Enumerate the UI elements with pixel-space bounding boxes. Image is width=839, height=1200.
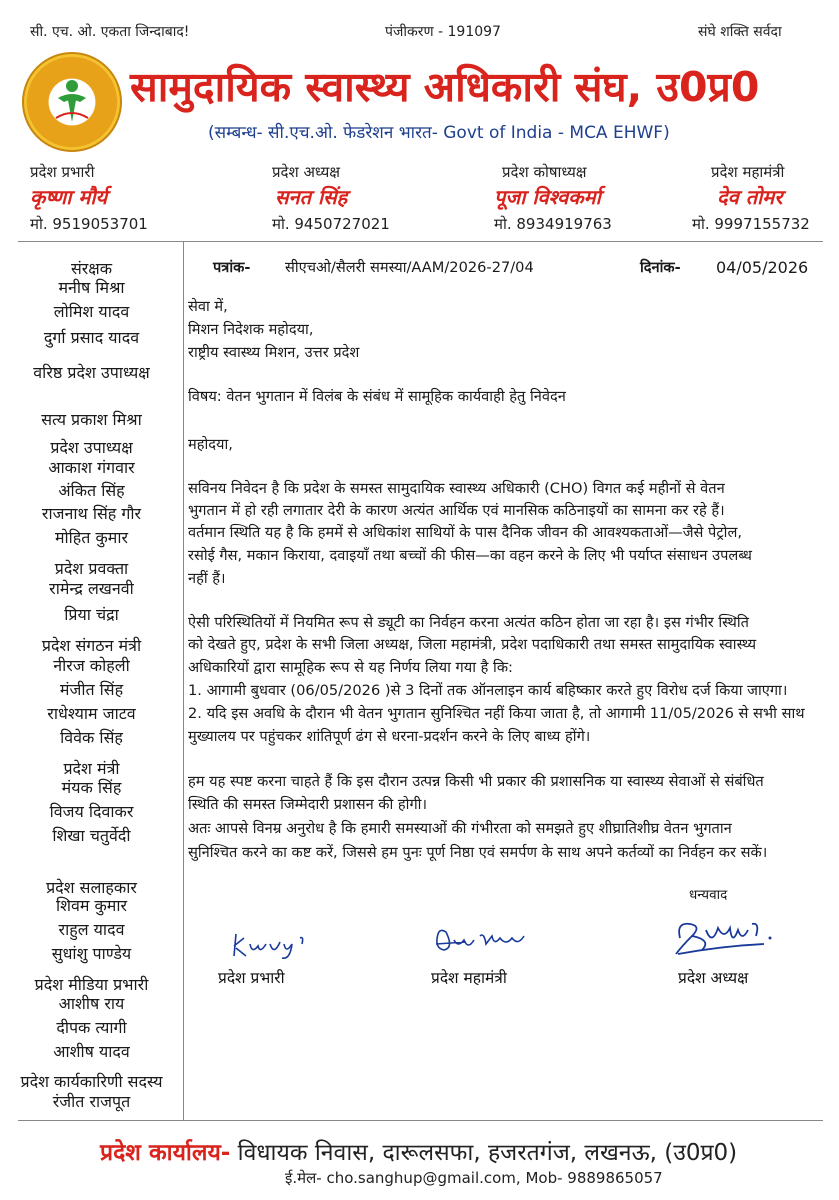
sidebar-name: दीपक त्यागी (56, 1018, 127, 1037)
body-line: अतः आपसे विनम्र अनुरोध है कि हमारी समस्याओं की गंभीरता को समझते हुए शीघ्रातिशीघ्र वेतन भुगतान (188, 820, 732, 837)
sidebar-name: मनीष मिश्रा (58, 278, 125, 297)
sidebar-role: प्रदेश मीडिया प्रभारी (34, 975, 149, 994)
sidebar-name: प्रिया चंद्रा (64, 605, 119, 624)
sidebar-role: संरक्षक (70, 259, 113, 278)
sidebar-name: मंजीत सिंह (59, 680, 124, 699)
sidebar-name: नीरज कोहली (53, 656, 130, 675)
slogan-left: सी. एच. ओ. एकता जिन्दाबाद! (30, 24, 190, 40)
footer-divider (18, 1120, 823, 1121)
body-line: हम यह स्पष्ट करना चाहते हैं कि इस दौरान उत्पन्न किसी भी प्रकार की प्रशासनिक या स्वास्थ्य सेवाओं से संबंधित (188, 773, 764, 790)
subject-line: विषय: वेतन भुगतान में विलंब के संबंध में सामूहिक कार्यवाही हेतु निवेदन (188, 388, 566, 405)
sidebar-name: शिखा चतुर्वेदी (52, 826, 131, 845)
officer-role: प्रदेश महामंत्री (711, 163, 785, 181)
signature-mahamantri (432, 926, 532, 960)
officer-name: सनत सिंह (275, 185, 348, 209)
officer-role: प्रदेश प्रभारी (30, 163, 95, 181)
signatory-label: प्रदेश प्रभारी (218, 969, 285, 987)
body-line: को देखते हुए, प्रदेश के सभी जिला अध्यक्ष, जिला महामंत्री, प्रदेश पदाधिकारी तथा समस्त सामुदायिक स्वास्थ्य (188, 636, 757, 653)
ref-label: पत्रांक- (213, 259, 251, 276)
sidebar-role: प्रदेश उपाध्यक्ष (50, 438, 133, 457)
sidebar-name: विजय दिवाकर (49, 802, 134, 821)
body-line: सुनिश्चित करने का कष्ट करें, जिससे हम पुनः पूर्ण निष्ठा एवं समर्पण के साथ अपने कर्तव्यों का निर्वहन कर सकें। (188, 844, 768, 861)
body-line: 2. यदि इस अवधि के दौरान भी वेतन भुगतान सुनिश्चित नहीं किया जाता है, तो आगामी 11/05/2026 से सभी साथ (188, 705, 805, 722)
addressee-line: सेवा में, (188, 298, 228, 315)
sidebar-name: रंजीत राजपूत (52, 1092, 131, 1111)
salutation: महोदया, (188, 436, 233, 453)
addressee-line: राष्ट्रीय स्वास्थ्य मिशन, उत्तर प्रदेश (188, 344, 360, 361)
officer-phone: मो. 9519053701 (30, 215, 148, 233)
body-line: रसोई गैस, मकान किराया, दवाइयाँ तथा बच्चों की फीस—का वहन करने के लिए भी पर्याप्त संसाधन उपलब्ध (188, 547, 752, 564)
officer-phone: मो. 9997155732 (692, 215, 810, 233)
addressee-line: मिशन निदेशक महोदया, (188, 321, 314, 338)
org-name: सामुदायिक स्वास्थ्य अधिकारी संघ, उ0प्र0 (130, 63, 760, 111)
sidebar-role: प्रदेश संगठन मंत्री (41, 636, 142, 655)
office-address (100, 1135, 737, 1167)
registration-number: पंजीकरण - 191097 (385, 24, 501, 40)
signature-prabhari (230, 930, 320, 962)
body-line: वर्तमान स्थिति यह है कि हममें से अधिकांश साथियों के पास दैनिक जीवन की आवश्यकताओं—जैसे पेट्रोल, (188, 524, 742, 541)
sidebar-name: राहुल यादव (58, 920, 125, 939)
body-line: सविनय निवेदन है कि प्रदेश के समस्त सामुदायिक स्वास्थ्य अधिकारी (CHO) विगत कई महीनों से वेतन (188, 480, 725, 497)
sidebar-name: शिवम कुमार (55, 896, 128, 915)
contact-line: ई.मेल- cho.sanghup@gmail.com, Mob- 9889865057 (285, 1169, 663, 1187)
figure-icon (52, 78, 92, 124)
sidebar-name: मोहित कुमार (54, 528, 129, 547)
body-line: अधिकारियों द्वारा सामूहिक रूप से यह निर्णय लिया गया है कि: (188, 659, 513, 676)
signatory-label: प्रदेश महामंत्री (431, 969, 507, 987)
sidebar-role: प्रदेश प्रवक्ता (54, 559, 129, 578)
sidebar-name: राजनाथ सिंह गौर (41, 504, 142, 523)
sidebar-name: रामेन्द्र लखनवी (49, 579, 134, 598)
sidebar-name: मंयक सिंह (61, 778, 122, 797)
slogan-right: संघे शक्ति सर्वदा (698, 24, 782, 40)
sidebar-name: आशीष यादव (53, 1042, 130, 1061)
thanks: धन्यवाद (689, 887, 728, 903)
sidebar-role: प्रदेश मंत्री (63, 759, 120, 778)
sidebar-divider (183, 241, 184, 1120)
officer-phone: मो. 9450727021 (272, 215, 390, 233)
officer-role: प्रदेश कोषाध्यक्ष (502, 163, 587, 181)
signature-adhyaksh (672, 916, 782, 962)
header-divider (18, 241, 823, 242)
sidebar-name: आशीष राय (58, 994, 125, 1013)
body-line: भुगतान में हो रही लगातार देरी के कारण अत्यंत आर्थिक एवं मानसिक कठिनाइयों का सामना कर रहे हैं। (188, 502, 725, 519)
officer-name: कृष्णा मौर्य (30, 185, 108, 209)
body-line: ऐसी परिस्थितियों में नियमित रूप से ड्यूटी का निर्वहन करना अत्यंत कठिन होता जा रहा है। इस गंभीर स्थिति (188, 614, 749, 631)
ref-value: सीएचओ/सैलरी समस्या/AAM/2026-27/04 (285, 259, 534, 276)
affiliation: (सम्बन्ध- सी.एच.ओ. फेडरेशन भारत- Govt of India - MCA EHWF) (208, 123, 670, 143)
sidebar-name: राधेश्याम जाटव (47, 704, 136, 723)
sidebar-name: सत्य प्रकाश मिश्रा (41, 410, 142, 429)
date-label: दिनांक- (640, 259, 681, 276)
officer-role: प्रदेश अध्यक्ष (272, 163, 341, 181)
sidebar-name: सुधांशु पाण्डेय (51, 944, 132, 963)
office-address-text: विधायक निवास, दारूलसफा, हजरतगंज, लखनऊ, (उ0प्र0) (237, 1140, 738, 1166)
body-line: नहीं हैं। (188, 570, 226, 587)
sidebar-name: आकाश गंगवार (48, 458, 135, 477)
sidebar-name: अंकित सिंह (58, 481, 125, 500)
sidebar-name: दुर्गा प्रसाद यादव (43, 328, 140, 347)
body-line: मुख्यालय पर पहुंचकर शांतिपूर्ण ढंग से धरना-प्रदर्शन करने के लिए बाध्य होंगे। (188, 728, 591, 745)
office-label: प्रदेश कार्यालय- (100, 1140, 231, 1166)
sidebar-role: प्रदेश सलाहकार (46, 878, 137, 897)
officer-name: देव तोमर (717, 185, 783, 209)
sidebar-name: विवेक सिंह (60, 728, 123, 747)
org-logo (22, 52, 122, 152)
body-line: 1. आगामी बुधवार (06/05/2026 )से 3 दिनों तक ऑनलाइन कार्य बहिष्कार करते हुए विरोध दर्ज किया जाएगा। (188, 682, 788, 699)
sidebar-role: वरिष्ठ प्रदेश उपाध्यक्ष (33, 363, 150, 382)
officer-phone: मो. 8934919763 (494, 215, 612, 233)
date-value: 04/05/2026 (716, 258, 809, 277)
sidebar-role: प्रदेश कार्यकारिणी सदस्य (20, 1072, 163, 1091)
sidebar-name: लोमिश यादव (53, 302, 130, 321)
signatory-label: प्रदेश अध्यक्ष (678, 969, 749, 987)
officer-name: पूजा विश्वकर्मा (494, 185, 601, 209)
body-line: स्थिति की समस्त जिम्मेदारी प्रशासन की होगी। (188, 796, 427, 813)
